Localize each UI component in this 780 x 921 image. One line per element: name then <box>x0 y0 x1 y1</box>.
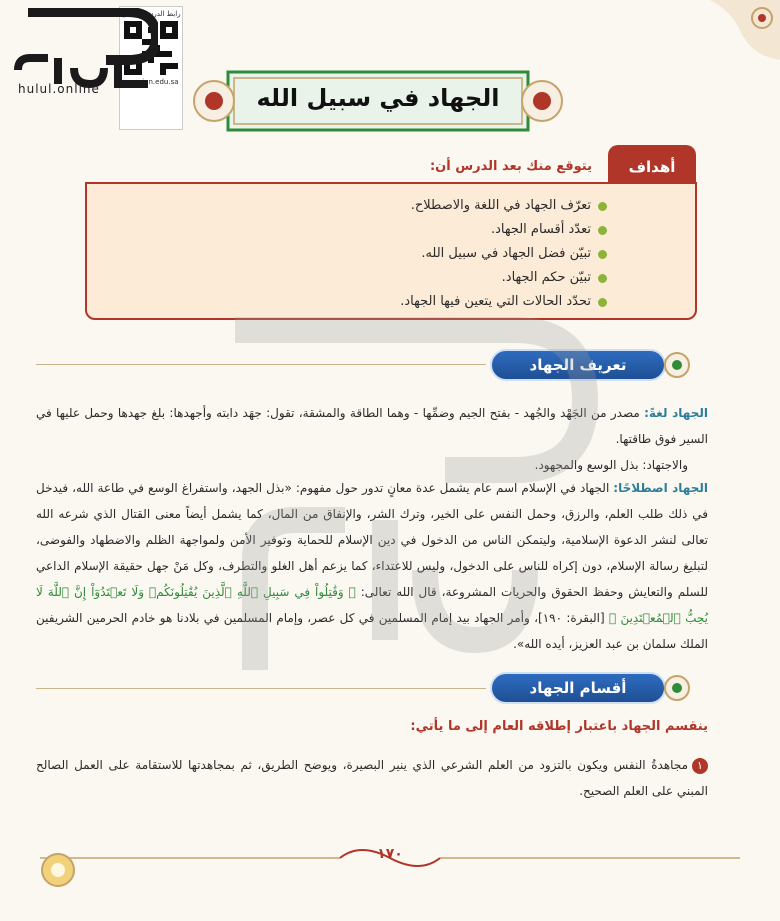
definition-term-paragraph <box>36 475 708 657</box>
goal-item: تبيّن فضل الجهاد في سبيل الله. <box>87 242 607 266</box>
divisions-intro: ينقسم الجهاد باعتبار إطلاقه العام إلى ما يأتي: <box>410 719 708 734</box>
goals-intro: يتوقع منك بعد الدرس أن: <box>429 159 592 174</box>
goals-tab: أهداف <box>608 145 696 185</box>
page-number: ١٧٠ <box>377 846 403 862</box>
term-text-1: الجهاد في الإسلام اسم عام يشمل عدة معانٍ تدور حول مفهوم: «بذل الجهد، واستفراغ الوسع في طاعة الله، فيدخل في ذلك طلب العلم، والرزق، وحمل النفس على الخير، وترك الشر، والإنفاق من المال، كما يشمل أيضاً معنى القتال الذي شرعه الله تعالى لنشر الدعوة الإسلامية، وليتمكن الناس من الدخول في دين الإسلام للحماية وتوفير الأمن ولمواجهة الظلم والاضطهاد والفوضى، لتبليغ رسالة الإسلام، دون إكراه للناس على الدخول، وليس للاعتداء، كما يزعم أهل الغلو والتطرف، وكل مَنْ جهل حقيقة الإسلام الداعي للسلم والتعايش وحفظ الحقوق والحريات المشروعة، قال الله تعالى: <box>36 481 708 599</box>
term-lang: الجهاد لغةً: <box>644 406 708 420</box>
term-istilah: الجهاد اصطلاحًا: <box>613 481 708 495</box>
goal-item: تحدّد الحالات التي يتعين فيها الجهاد. <box>87 290 607 314</box>
goals-box <box>85 182 697 320</box>
section-divider <box>36 364 486 365</box>
ijtihad-text: والاجتهاد: بذل الوسع والمجهود. <box>534 458 688 472</box>
term-text-2: ، وأمر الجهاد بيد إمام المسلمين في كل عصر، وإمام المسلمين في بلادنا هو خادم الحرمين الشريفين الملك سلمان بن عبد العزيز، أيده الله». <box>36 611 708 651</box>
corner-flourish-ornament <box>710 0 780 60</box>
lang-text: مصدر من الجَهْد والجُهد - بفتح الجيم وضمِّها - وهما الطاقة والمشقة، تقول: جهَد دابته وأجهدها: بلغ جهدها وحمل عليها في السير فوق طاقتها. <box>36 406 708 446</box>
division-item-1-text: مجاهدةُ النفس ويكون بالتزود من العلم الشرعي الذي ينير البصيرة، ويوضح الطريق، ثم بمجاهدتها للاستقامة على العمل الصالح المبني على العلم الصحيح. <box>36 758 708 798</box>
section-heading-definition: تعريف الجهاد <box>490 349 666 381</box>
goal-item: تعدّد أقسام الجهاد. <box>87 218 607 242</box>
goals-list <box>87 184 695 314</box>
ayah-reference: [البقرة: ١٩٠] <box>538 611 609 625</box>
heading-ornament-icon <box>662 350 692 380</box>
section-divider <box>36 688 486 689</box>
section-heading-divisions: أقسام الجهاد <box>490 672 666 704</box>
goal-item: تعرّف الجهاد في اللغة والاصطلاح. <box>87 194 607 218</box>
footer-emblem-icon <box>40 852 76 888</box>
quran-ayah: ﴿ وَقَٰتِلُواْ فِي سَبِيلِ ٱللَّهِ ٱلَّذِينَ يُقَٰتِلُونَكُمۡ وَلَا تَعۡتَدُوٓاْ إِنَّ ٱللَّهَ لَا يُحِبُّ ٱلۡمُعۡتَدِينَ ﴾ <box>36 585 708 625</box>
logo-text: hulul.online <box>18 82 100 96</box>
definition-lang-paragraph <box>36 400 708 452</box>
number-badge: ١ <box>692 758 708 774</box>
goal-item: تبيّن حكم الجهاد. <box>87 266 607 290</box>
qr-label: رابط الدرس الرقمي <box>121 10 181 18</box>
heading-ornament-icon <box>662 673 692 703</box>
page-title: الجهاد في سبيل الله <box>256 84 500 112</box>
division-item-1 <box>36 752 708 804</box>
qr-url: www.ien.edu.sa <box>123 78 179 86</box>
